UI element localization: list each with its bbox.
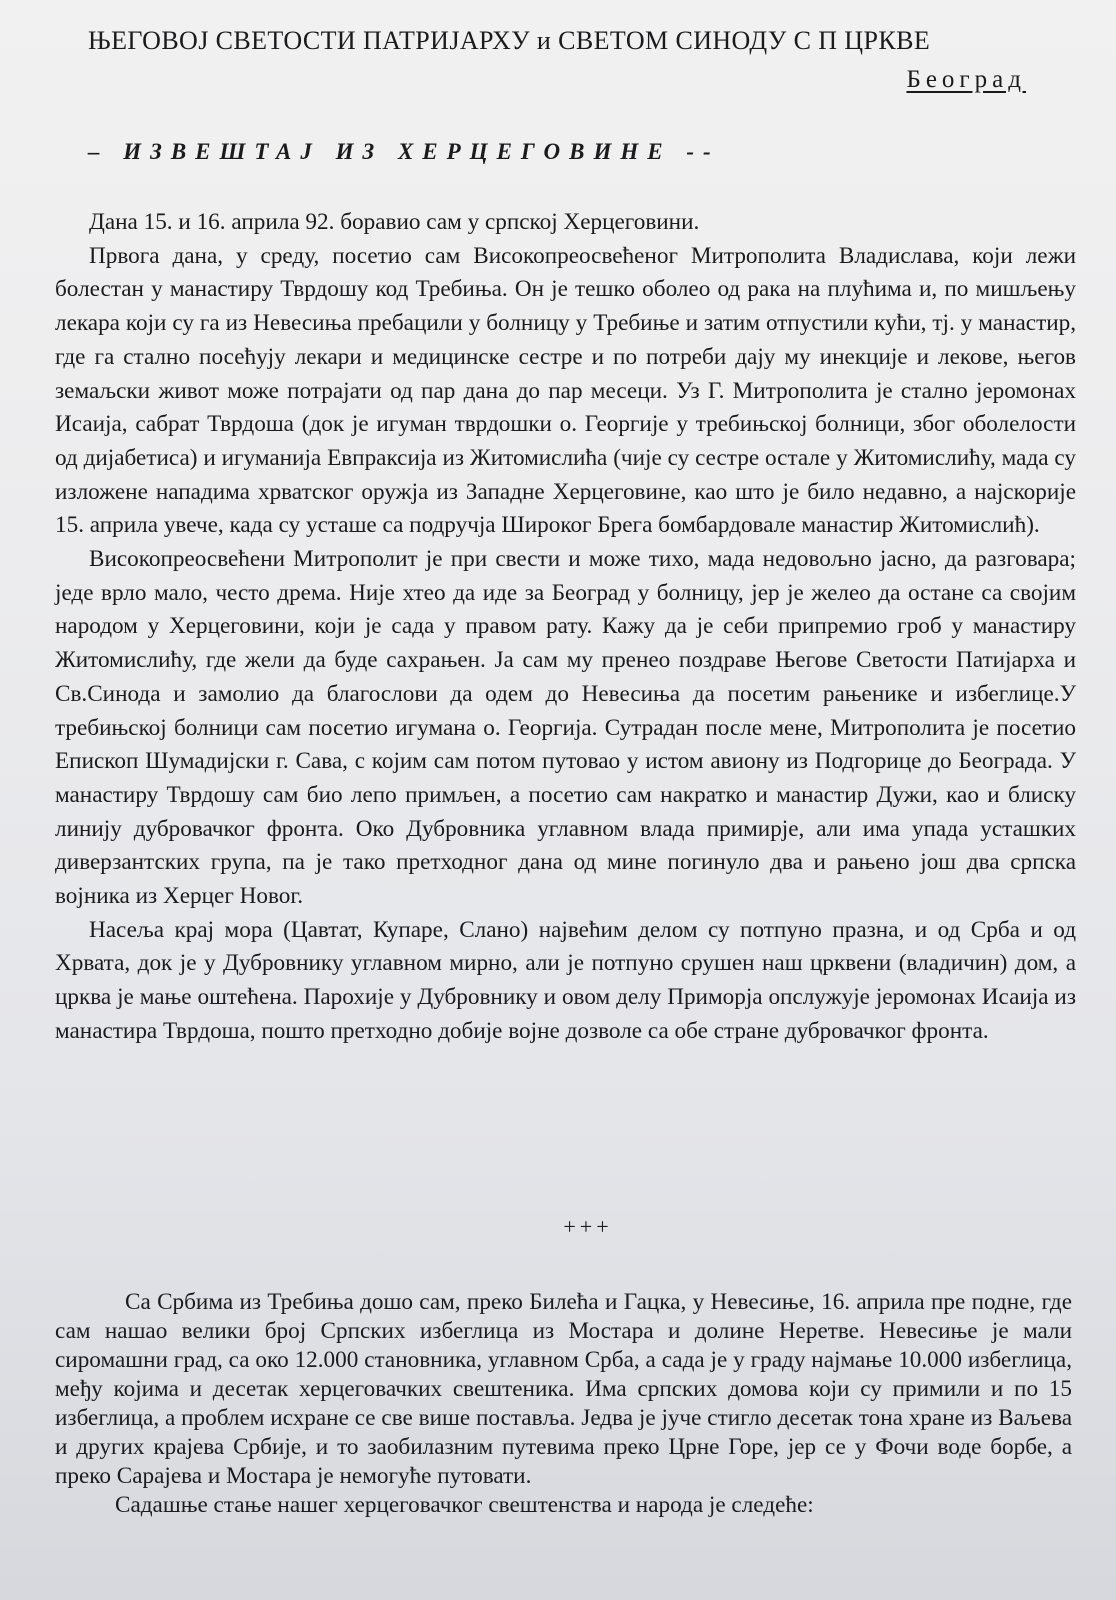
paragraph: Првога дана, у среду, посетио сам Високопреосвећеног Митрополита Владислава, који лежи болестан у манастиру Тврдошу код Требиња. Он је тешко оболео од рака на плућима и, по мишљењу лекара који су га из Невесиња пребацили у болницу у Требиње и затим отпустили кући, тј. у манастир, где га стално посећују лекари и медицинске сестре и по потреби дају му инекције и лекове, његов земаљски живот може потрајати од пар дана до пар месеци. Уз Г. Митрополита је стално јеромонах Исаија, сабрат Тврдоша (док је игуман тврдошки о. Георгије у требињској болници, због оболелости од дијабетиса) и игуманија Евпраксија из Житомислића (чије су сестре остале у Житомислићу, мада су изложене нападима хрватског оружја из Западне Херцеговине, као што је било недавно, а најскорије 15. априла увече, када су усташе са подручја Широког Брега бомбардовале манастир Житомислић).	[55, 242, 1076, 539]
report-title: – ИЗВЕШТАЈ ИЗ ХЕРЦЕГОВИНЕ --	[88, 139, 720, 164]
report-body	[55, 206, 1076, 1049]
paragraph: Са Србима из Требиња дошо сам, преко Билећа и Гацка, у Невесиње, 16. априла пре подне, где сам нашао велики број Српских избеглица из Мостара и долине Неретве. Невесиње је мали сиромашни град, са око 12.000 становника, углавном Срба, а сада је у граду најмање 10.000 избеглица, међу којима и десетак херцеговачких свештеника. Има српских домова који су примили и по 15 избеглица, а проблем исхране се све више поставља. Једва је јуче стигло десетак тона хране из Ваљева и других крајева Србије, и то заобилазним путевима преко Црне Горе, јер се у Фочи воде борбе, а преко Сарајева и Мостара је немогуће путовати.	[55, 1289, 1072, 1489]
paragraph: Насеља крај мора (Цавтат, Купаре, Слано) највећим делом су потпуно празна, и од Срба и од Хрвата, док је у Дубровнику углавном мирно, али је потпуно срушен наш црквени (владичин) дом, а црква је мање оштећена. Парохије у Дубровнику и овом делу Приморја опслужује јеромонах Исаија из манастира Тврдоша, пошто претходно добије војне дозволе са обе стране дубровачког фронта.	[55, 916, 1076, 1044]
section-separator: +++	[563, 1214, 613, 1239]
paragraph: Садашње стање нашег херцеговачког свештенства и народа је следеће:	[115, 1492, 814, 1518]
addressee-line: ЊЕГОВОЈ СВЕТОСТИ ПАТРИЈАРХУ и СВЕТОМ СИНОДУ С П ЦРКВЕ	[88, 26, 931, 55]
paragraph: Дана 15. и 16. априла 92. боравио сам у српској Херцеговини.	[89, 209, 700, 235]
paragraph: Високопреосвећени Митрополит је при свести и може тихо, мада недовољно јасно, да разговара; једе врло мало, често дрема. Није хтео да иде за Београд у болницу, јер је желео да остане са својим народом у Херцеговини, који је сада у правом рату. Кажу да је себи припремио гроб у манастиру Житомислићу, где жели да буде сахрањен. Ја сам му пренео поздраве Његове Светости Патијарха и Св.Синода и замолио да благослови да одем до Невесиња да посетим рањенике и избеглице.У требињској болници сам посетио игумана о. Георгија. Сутрадан после мене, Митрополита је посетио Епископ Шумадијски г. Сава, с којим сам потом путовао у истом авиону из Подгорице до Београда. У манастиру Тврдошу сам био лепо примљен, а посетио сам накратко и манастир Дужи, као и блиску линију дубровачког фронта. Око Дубровника углавном влада примирје, али има упада усташких диверзантских група, па је тако претходног дана од мине погинуло два и рањено још два српска војника из Херцег Новог.	[55, 546, 1076, 910]
report-body-continued	[55, 1288, 1072, 1520]
addressee-city: Београд	[906, 66, 1026, 93]
